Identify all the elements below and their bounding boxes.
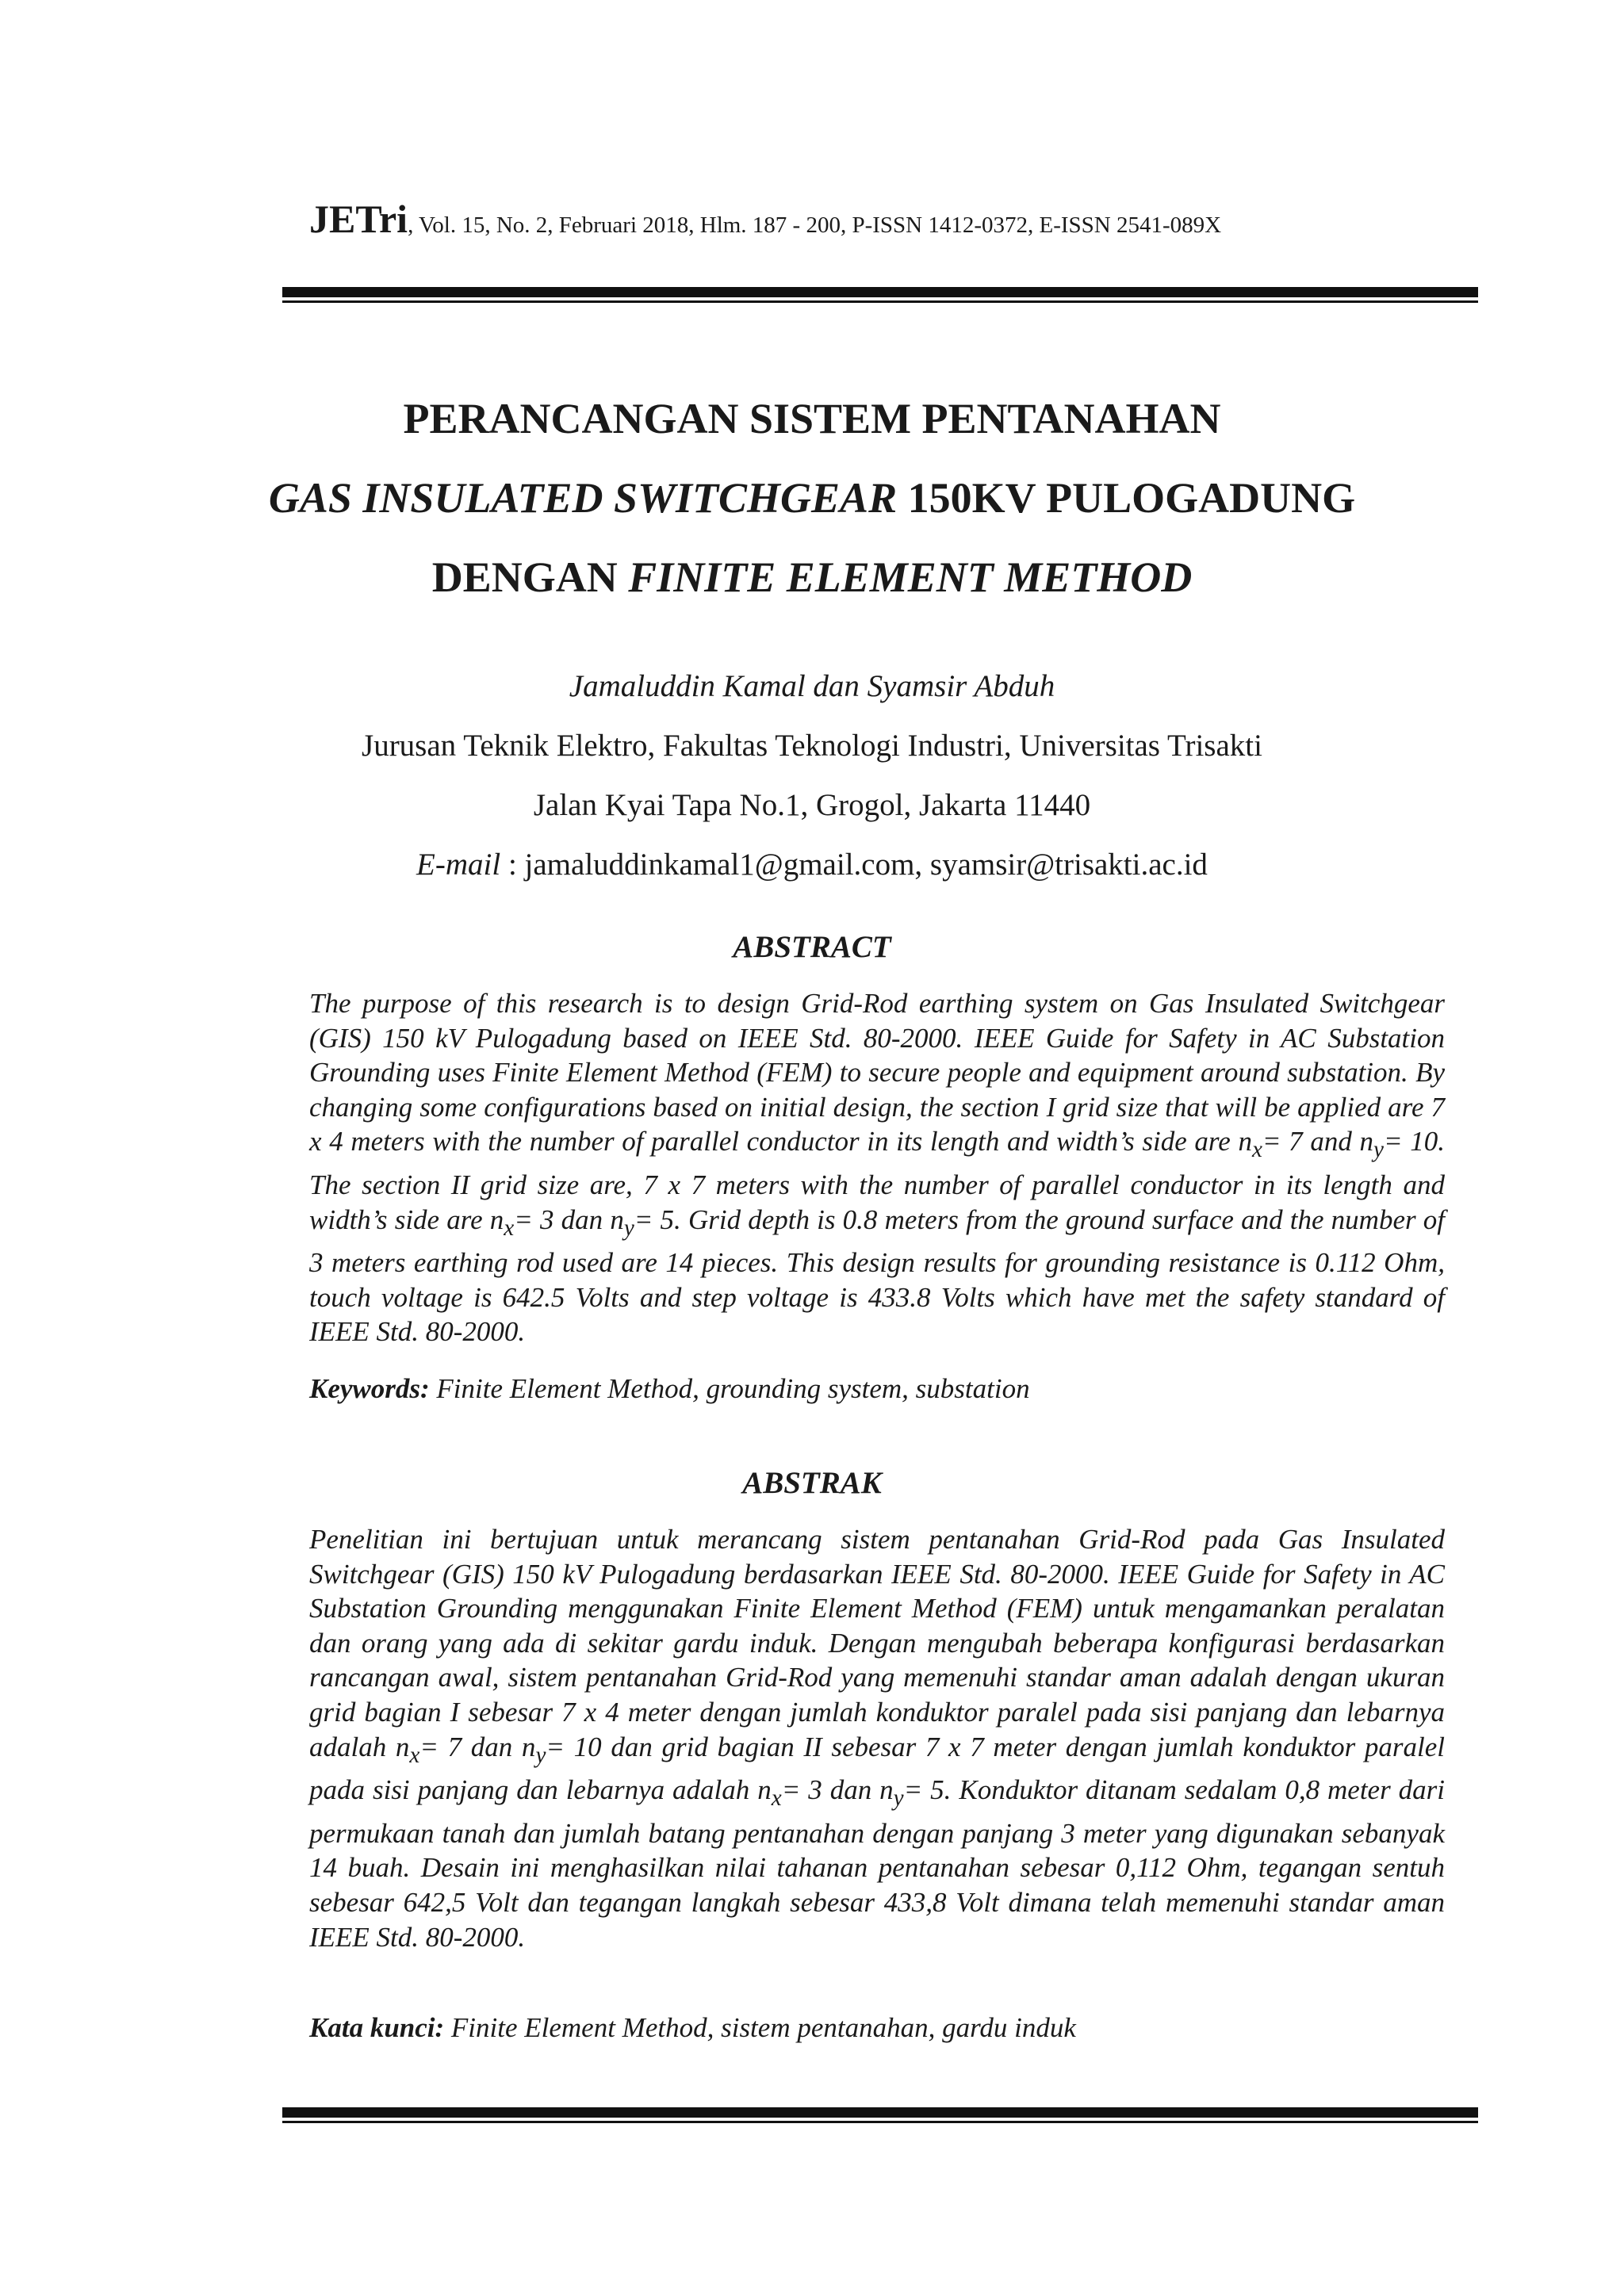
author-address: Jalan Kyai Tapa No.1, Grogol, Jakarta 11440 [533,788,1091,822]
title-line-1: PERANCANGAN SISTEM PENTANAHAN [403,395,1221,442]
title-line-2: GAS INSULATED SWITCHGEAR 150KV PULOGADUNG [268,474,1356,522]
journal-citation: , Vol. 15, No. 2, Februari 2018, Hlm. 187 - 200, P-ISSN 1412-0372, E-ISSN 2541-089X [408,212,1222,238]
author-block [0,656,1624,894]
footer-rule [282,2107,1478,2123]
abstrak-text: Penelitian ini bertujuan untuk merancang sistem pentanahan Grid-Rod pada Gas Insulated Switchgear (GIS) 150 kV Pulogadung berdasarkan IEEE Std. 80-2000. IEEE Guide for Safety in AC Substation Grounding menggunakan Finite Element Method (FEM) untuk mengamankan peralatan dan orang yang ada di sekitar gardu induk. Dengan mengubah beberapa konfigurasi berdasarkan rancangan awal, sistem pentanahan Grid-Rod yang memenuhi standar aman adalah dengan ukuran grid bagian I sebesar 7 x 4 meter dengan jumlah konduktor paralel pada sisi panjang dan lebarnya adalah $n_x= 7$ dan $n_y= 10$ dan grid bagian II sebesar 7 x 7 meter dengan jumlah konduktor paralel pada sisi panjang dan lebarnya adalah $n_x= 3$ dan $n_y= 5$. Konduktor ditanam sedalam 0,8 meter dari permukaan tanah dan jumlah batang pentanahan dengan panjang 3 meter yang digunakan sebanyak 14 buah. Desain ini menghasilkan nilai tahanan pentanahan sebesar 0,112 Ohm, tegangan sentuh sebesar 642,5 Volt dan tegangan langkah sebesar 433,8 Volt dimana telah memenuhi standar aman IEEE Std. 80-2000. [309,1524,1445,1953]
journal-header [309,197,1222,241]
paper-title [0,379,1624,617]
abstrak-heading: ABSTRAK [742,1466,882,1500]
header-rule [282,287,1478,303]
author-names: Jamaluddin Kamal dan Syamsir Abduh [569,669,1055,703]
abstrak-keywords: Kata kunci: Finite Element Method, sistem pentanahan, gardu induk [309,2012,1076,2043]
author-affiliation: Jurusan Teknik Elektro, Fakultas Teknologi Industri, Universitas Trisakti [362,729,1262,763]
author-email: E-mail : jamaluddinkamal1@gmail.com, syamsir@trisakti.ac.id [416,848,1208,882]
abstract-text: The purpose of this research is to design Grid-Rod earthing system on Gas Insulated Switchgear (GIS) 150 kV Pulogadung based on IEEE Std. 80-2000. IEEE Guide for Safety in AC Substation Grounding uses Finite Element Method (FEM) to secure people and equipment around substation. By changing some configurations based on initial design, the section I grid size that will be applied are 7 x 4 meters with the number of parallel conductor in its length and width’s side are $n_x= 7$ and $n_y= 10$. The section II grid size are, 7 x 7 meters with the number of parallel conductor in its length and width’s side are $n_x= 3$ dan $n_y= 5$. Grid depth is 0.8 meters from the ground surface and the number of 3 meters earthing rod used are 14 pieces. This design results for grounding resistance is 0.112 Ohm, touch voltage is 642.5 Volts and step voltage is 433.8 Volts which have met the safety standard of IEEE Std. 80-2000. [309,988,1445,1348]
title-line-3: DENGAN FINITE ELEMENT METHOD [431,553,1193,601]
abstract-heading: ABSTRACT [733,930,891,964]
abstract-keywords: Keywords: Finite Element Method, grounding system, substation [309,1373,1030,1404]
journal-name: JETri [309,197,408,241]
